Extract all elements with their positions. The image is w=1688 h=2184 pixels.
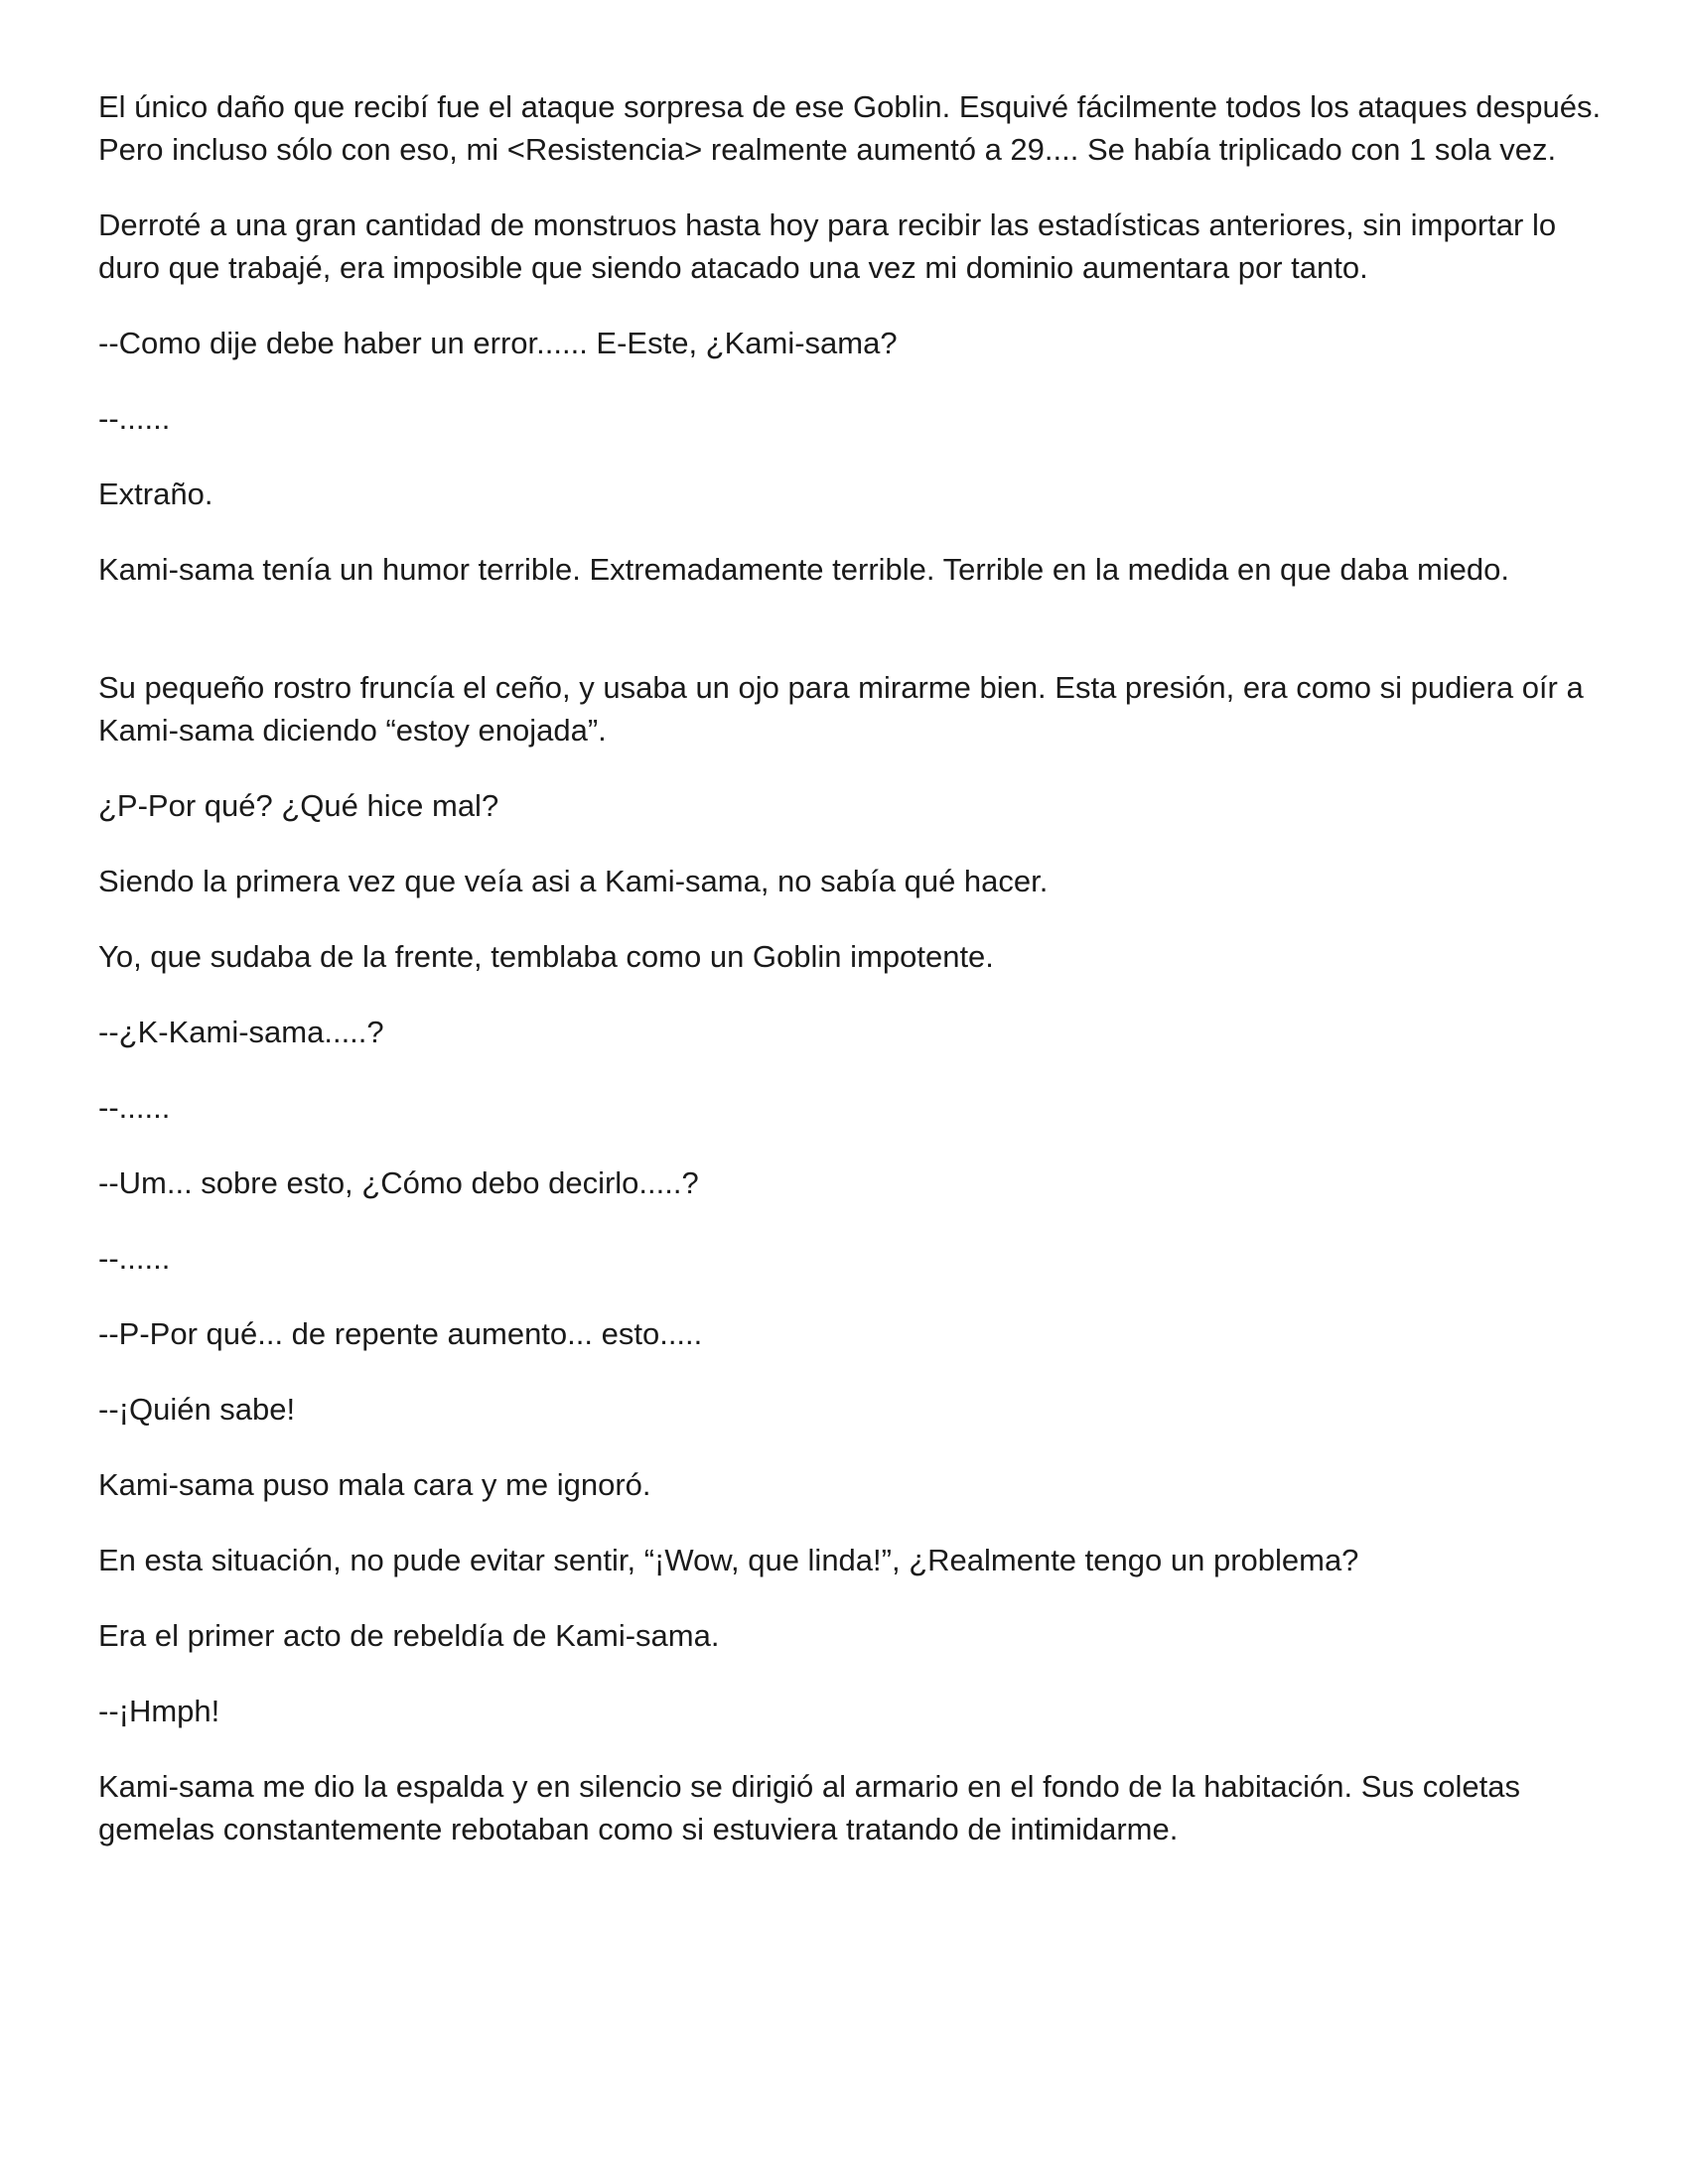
- paragraph-20: --¡Hmph!: [98, 1694, 220, 1728]
- paragraph-10: Yo, que sudaba de la frente, temblaba como un Goblin impotente.: [98, 939, 994, 974]
- paragraph-7: Su pequeño rostro fruncía el ceño, y usaba un ojo para mirarme bien. Esta presión, era como si pudiera oír a Kami-sama diciendo “estoy enojada”.: [98, 670, 1584, 748]
- document-page: [98, 85, 1608, 1883]
- paragraph-16: --¡Quién sabe!: [98, 1392, 296, 1427]
- paragraph-17: Kami-sama puso mala cara y me ignoró.: [98, 1467, 651, 1502]
- paragraph-14: --......: [98, 1241, 171, 1276]
- paragraph-18: En esta situación, no pude evitar sentir, “¡Wow, que linda!”, ¿Realmente tengo un problema?: [98, 1543, 1359, 1577]
- paragraph-1: El único daño que recibí fue el ataque sorpresa de ese Goblin. Esquivé fácilmente todos los ataques después. Pero incluso sólo con eso, mi <Resistencia> realmente aumentó a 29.... Se había triplicado con 1 sola vez.: [98, 89, 1602, 167]
- paragraph-12: --......: [98, 1090, 171, 1125]
- paragraph-4: --......: [98, 401, 171, 436]
- paragraph-3: --Como dije debe haber un error...... E-Este, ¿Kami-sama?: [98, 326, 898, 360]
- paragraph-8: ¿P-Por qué? ¿Qué hice mal?: [98, 788, 499, 823]
- paragraph-6: Kami-sama tenía un humor terrible. Extremadamente terrible. Terrible en la medida en que daba miedo.: [98, 552, 1510, 587]
- paragraph-13: --Um... sobre esto, ¿Cómo debo decirlo.....?: [98, 1165, 699, 1200]
- paragraph-15: --P-Por qué... de repente aumento... esto.....: [98, 1316, 703, 1351]
- paragraph-9: Siendo la primera vez que veía asi a Kami-sama, no sabía qué hacer.: [98, 864, 1049, 898]
- paragraph-11: --¿K-Kami-sama.....?: [98, 1015, 384, 1049]
- paragraph-19: Era el primer acto de rebeldía de Kami-sama.: [98, 1618, 720, 1653]
- paragraph-21: Kami-sama me dio la espalda y en silencio se dirigió al armario en el fondo de la habitación. Sus coletas gemelas constantemente rebotaban como si estuviera tratando de intimidarme.: [98, 1769, 1520, 1846]
- paragraph-5: Extraño.: [98, 477, 213, 511]
- paragraph-2: Derroté a una gran cantidad de monstruos hasta hoy para recibir las estadísticas anteriores, sin importar lo duro que trabajé, era imposible que siendo atacado una vez mi dominio aumentara por tanto.: [98, 207, 1557, 285]
